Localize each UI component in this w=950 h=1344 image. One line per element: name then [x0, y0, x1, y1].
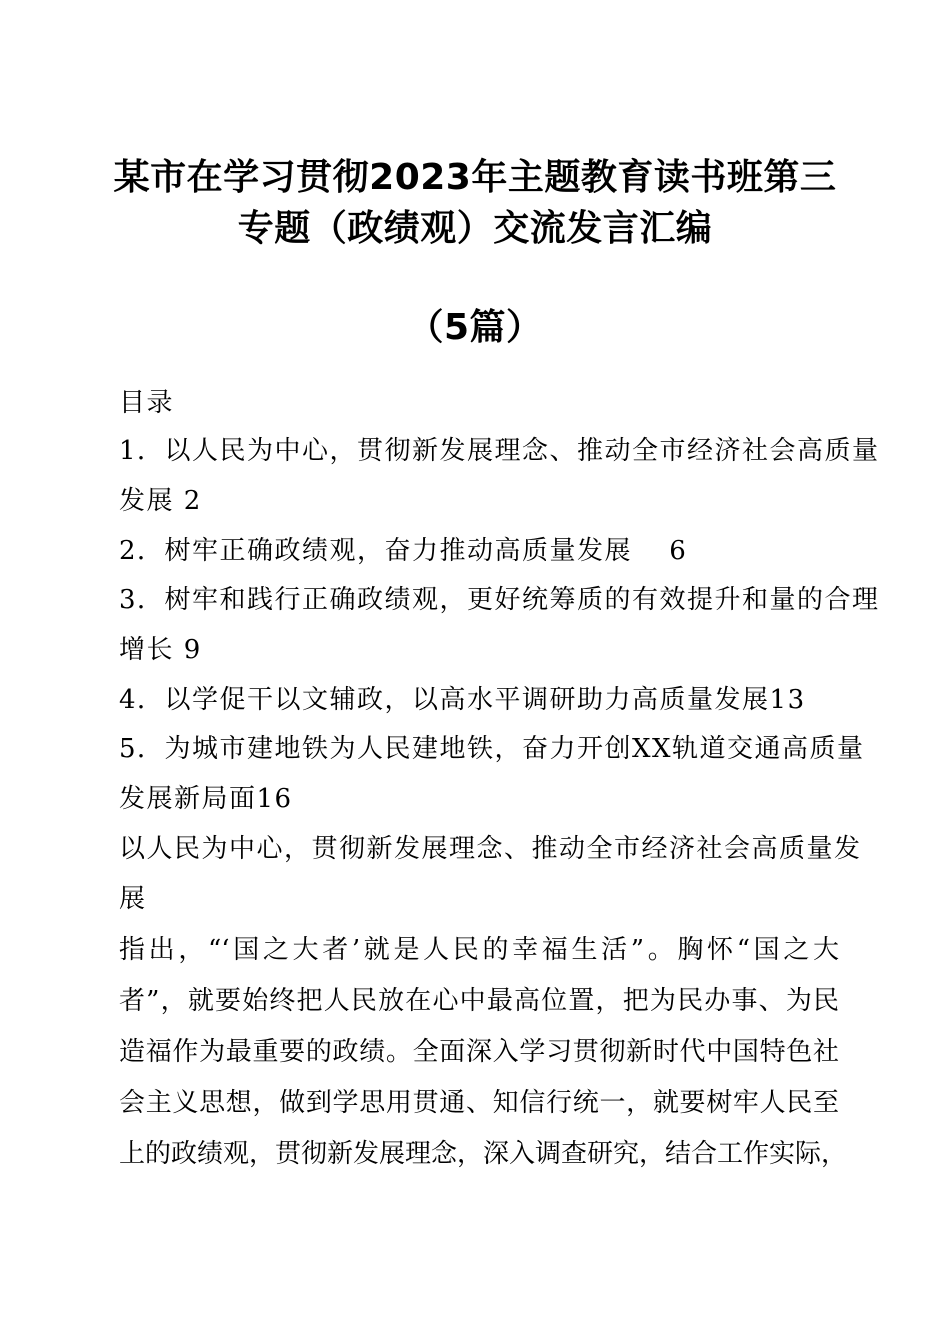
body-line-4: 会主义思想，做到学思用贯通、知信行统一，就要树牢人民至: [119, 1088, 839, 1118]
body-line-1: 指出，“‘国之大者’就是人民的幸福生活”。胸怀“国之大: [119, 935, 839, 965]
toc-item-5-line-2[interactable]: 发展新局面16: [119, 784, 293, 814]
document-title-line-1: 某市在学习贯彻2023年主题教育读书班第三: [113, 157, 837, 198]
toc-item-2[interactable]: 2．树牢正确政绩观，奋力推动高质量发展 6: [119, 536, 688, 566]
section-heading-line-1: 以人民为中心，贯彻新发展理念、推动全市经济社会高质量发: [119, 834, 862, 864]
toc-item-3-line-2[interactable]: 增长 9: [119, 635, 202, 665]
body-line-2: 者”，就要始终把人民放在心中最高位置，把为民办事、为民: [119, 986, 839, 1016]
toc-item-1-line-2[interactable]: 发展 2: [119, 486, 202, 516]
toc-heading: 目录: [119, 388, 175, 418]
toc-item-1-line-1[interactable]: 1．以人民为中心，贯彻新发展理念、推动全市经济社会高质量: [119, 436, 880, 466]
toc-item-3-line-1[interactable]: 3．树牢和践行正确政绩观，更好统筹质的有效提升和量的合理: [119, 585, 880, 615]
toc-item-4[interactable]: 4．以学促干以文辅政，以高水平调研助力高质量发展13: [119, 685, 806, 715]
document-title-count: （5篇）: [407, 307, 543, 348]
body-line-3: 造福作为最重要的政绩。全面深入学习贯彻新时代中国特色社: [119, 1037, 839, 1067]
toc-item-5-line-1[interactable]: 5．为城市建地铁为人民建地铁，奋力开创XX轨道交通高质量: [119, 734, 865, 764]
section-heading-line-2: 展: [119, 884, 147, 914]
body-line-5: 上的政绩观，贯彻新发展理念，深入调查研究，结合工作实际，: [119, 1139, 848, 1169]
document-title-line-2: 专题（政绩观）交流发言汇编: [237, 208, 713, 249]
